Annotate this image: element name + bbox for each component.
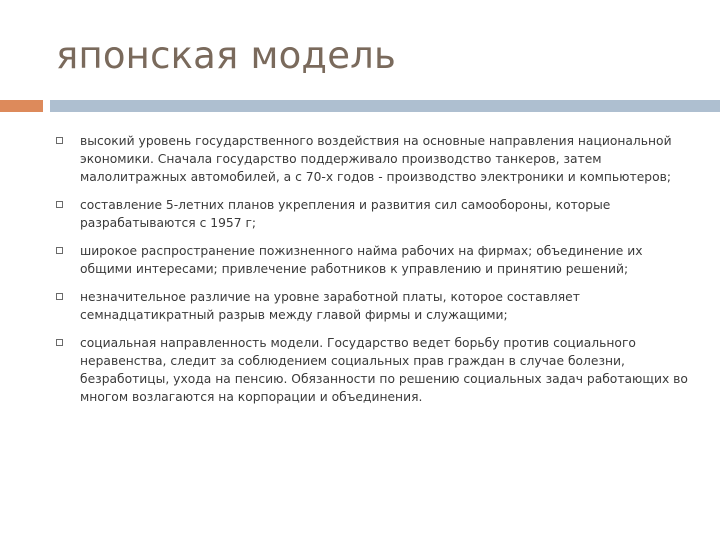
- list-item: [56, 288, 696, 324]
- hollow-square-bullet-icon: [56, 137, 63, 144]
- accent-bar-blue: [50, 100, 720, 112]
- bullet-text: социальная направленность модели. Государство ведет борьбу против социального неравенства, следит за соблюдением социальных прав граждан в случае болезни, безработицы, ухода на пенсию. Обязанности по решению социальных задач работающих во многом возлагаются на корпорации и объединения.: [80, 336, 688, 404]
- hollow-square-bullet-icon: [56, 339, 63, 346]
- bullet-list: [56, 132, 696, 406]
- slide-title: японская модель: [56, 34, 397, 77]
- hollow-square-bullet-icon: [56, 201, 63, 208]
- list-item: [56, 334, 696, 406]
- accent-bar-orange: [0, 100, 43, 112]
- bullet-text: незначительное различие на уровне заработной платы, которое составляет семнадцатикратный разрыв между главой фирмы и служащими;: [80, 290, 580, 322]
- hollow-square-bullet-icon: [56, 293, 63, 300]
- bullet-text: широкое распространение пожизненного найма рабочих на фирмах; объединение их общими интересами; привлечение работников к управлению и принятию решений;: [80, 244, 643, 276]
- bullet-text: высокий уровень государственного воздействия на основные направления национальной экономики. Сначала государство поддерживало производство танкеров, затем малолитражных автомобилей, а с 70-х годов - производство электроники и компьютеров;: [80, 134, 672, 184]
- bullet-text: составление 5-летних планов укрепления и развития сил самообороны, которые разрабатываются с 1957 г;: [80, 198, 611, 230]
- list-item: [56, 132, 696, 186]
- list-item: [56, 242, 696, 278]
- list-item: [56, 196, 696, 232]
- hollow-square-bullet-icon: [56, 247, 63, 254]
